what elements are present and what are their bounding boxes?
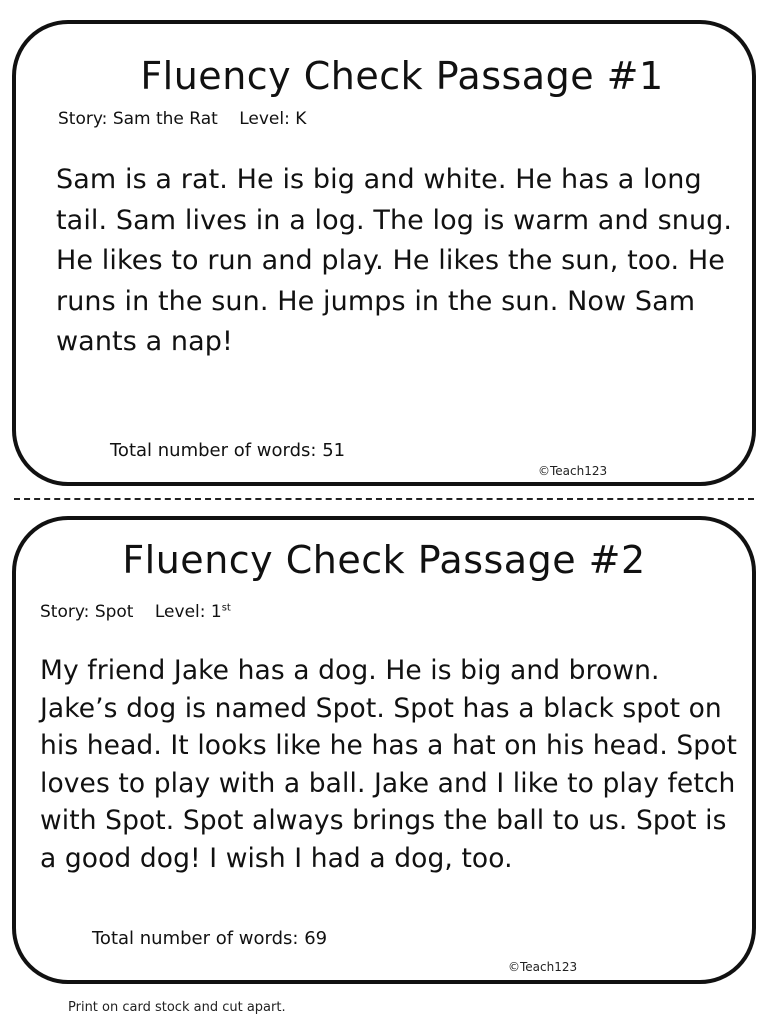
word-count-value: 69 <box>304 928 328 949</box>
word-count-label: Total number of words: <box>110 440 317 461</box>
passage-title: Fluency Check Passage #2 <box>122 538 646 582</box>
passage-title: Fluency Check Passage #1 <box>140 54 664 98</box>
story-meta <box>58 109 306 129</box>
word-count <box>92 928 327 949</box>
cut-line-divider <box>14 498 754 500</box>
story-meta <box>40 602 231 622</box>
story-label: Story: <box>40 602 90 622</box>
word-count-label: Total number of words: <box>92 928 299 949</box>
copyright-note: ©Teach123 <box>508 960 578 974</box>
passage-text: My friend Jake has a dog. He is big and brown. Jake’s dog is named Spot. Spot has a black spot on his head. It looks like he has a hat on his head. Spot loves to play with a ball. Jake and I like to play fetch with Spot. Spot always brings the ball to us. Spot is a good dog! I wish I had a dog, too. <box>40 655 738 874</box>
level-value: 1 <box>210 602 222 622</box>
level-value: K <box>295 109 307 129</box>
copyright-note: ©Teach123 <box>538 464 608 478</box>
word-count-value: 51 <box>322 440 346 461</box>
print-instruction: Print on card stock and cut apart. <box>68 1000 286 1015</box>
story-label: Story: <box>58 109 108 129</box>
passage-card-1 <box>12 20 756 486</box>
level-suffix: st <box>221 602 231 614</box>
level-label: Level: <box>239 109 290 129</box>
word-count <box>110 440 345 461</box>
story-name: Sam the Rat <box>112 109 218 129</box>
level-label: Level: <box>154 602 206 622</box>
story-name: Spot <box>94 602 134 622</box>
passage-text: Sam is a rat. He is big and white. He has a long tail. Sam lives in a log. The log is warm and snug. He likes to run and play. He likes the sun, too. He runs in the sun. He jumps in the sun. Now Sam wants a nap! <box>56 164 733 357</box>
passage-card-2 <box>12 516 756 984</box>
